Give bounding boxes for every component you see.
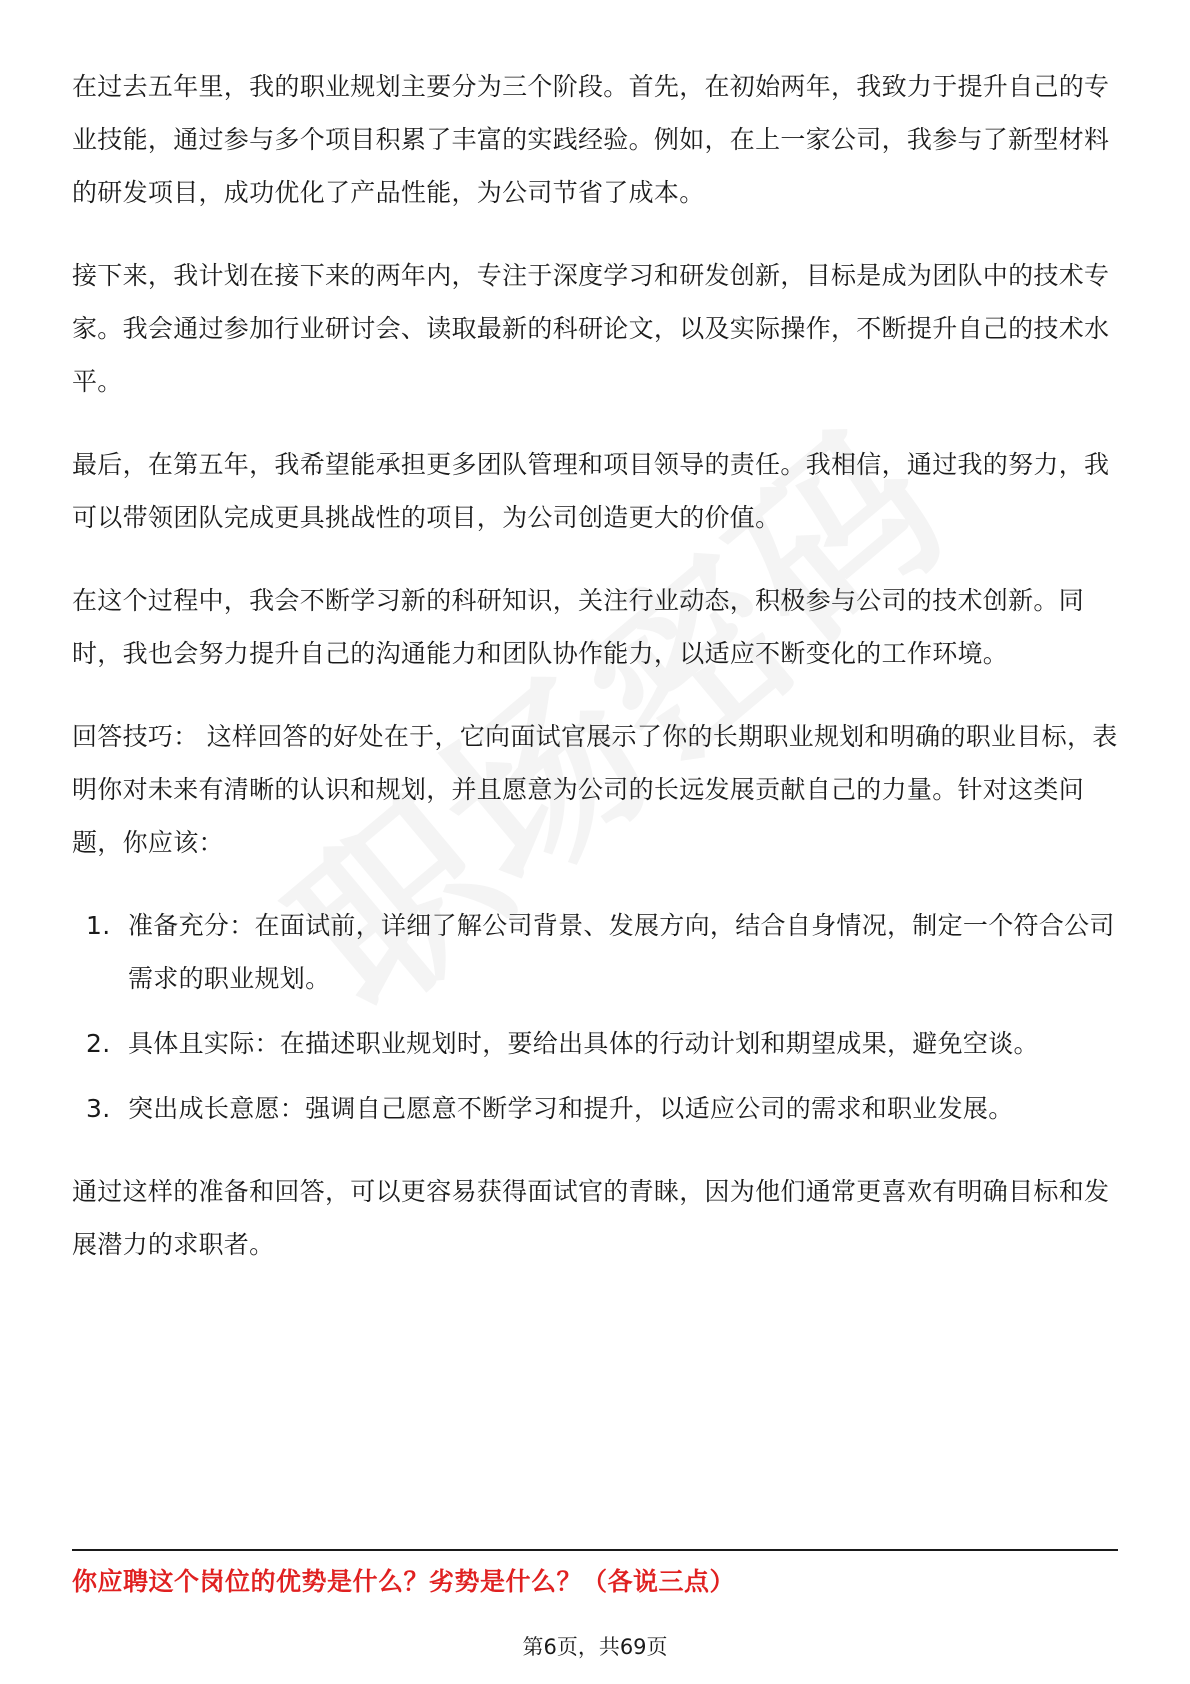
tips-list xyxy=(72,899,1118,1135)
list-number: 1. xyxy=(86,911,111,940)
paragraph-4: 在这个过程中，我会不断学习新的科研知识，关注行业动态，积极参与公司的技术创新。同时，我也会努力提升自己的沟通能力和团队协作能力，以适应不断变化的工作环境。 xyxy=(72,586,1085,668)
paragraph-1: 在过去五年里，我的职业规划主要分为三个阶段。首先，在初始两年，我致力于提升自己的专业技能，通过参与多个项目积累了丰富的实践经验。例如，在上一家公司，我参与了新型材料的研发项目，成功优化了产品性能，为公司节省了成本。 xyxy=(72,72,1110,207)
list-item xyxy=(72,1082,1118,1135)
list-text: 突出成长意愿：强调自己愿意不断学习和提升，以适应公司的需求和职业发展。 xyxy=(128,1094,1014,1123)
list-item xyxy=(72,1017,1118,1070)
paragraph-2: 接下来，我计划在接下来的两年内，专注于深度学习和研发创新，目标是成为团队中的技术专家。我会通过参加行业研讨会、读取最新的科研论文，以及实际操作，不断提升自己的技术水平。 xyxy=(72,261,1110,396)
list-number: 2. xyxy=(86,1029,111,1058)
answer-tips-paragraph: 回答技巧： 这样回答的好处在于，它向面试官展示了你的长期职业规划和明确的职业目标，表明你对未来有清晰的认识和规划，并且愿意为公司的长远发展贡献自己的力量。针对这类问题，你应该： xyxy=(72,722,1118,857)
list-text: 具体且实际：在描述职业规划时，要给出具体的行动计划和期望成果，避免空谈。 xyxy=(128,1029,1039,1058)
list-item xyxy=(72,899,1118,1005)
closing-paragraph: 通过这样的准备和回答，可以更容易获得面试官的青睐，因为他们通常更喜欢有明确目标和发展潜力的求职者。 xyxy=(72,1177,1110,1259)
document-body xyxy=(72,60,1118,1301)
paragraph-3: 最后，在第五年，我希望能承担更多团队管理和项目领导的责任。我相信，通过我的努力，我可以带领团队完成更具挑战性的项目，为公司创造更大的价值。 xyxy=(72,450,1110,532)
page-number: 第6页，共69页 xyxy=(522,1635,668,1659)
section-divider xyxy=(72,1549,1118,1551)
list-text: 准备充分：在面试前，详细了解公司背景、发展方向，结合自身情况，制定一个符合公司需求的职业规划。 xyxy=(128,911,1115,993)
next-question-heading: 你应聘这个岗位的优势是什么？劣势是什么？（各说三点） xyxy=(72,1567,736,1596)
list-number: 3. xyxy=(86,1094,111,1123)
